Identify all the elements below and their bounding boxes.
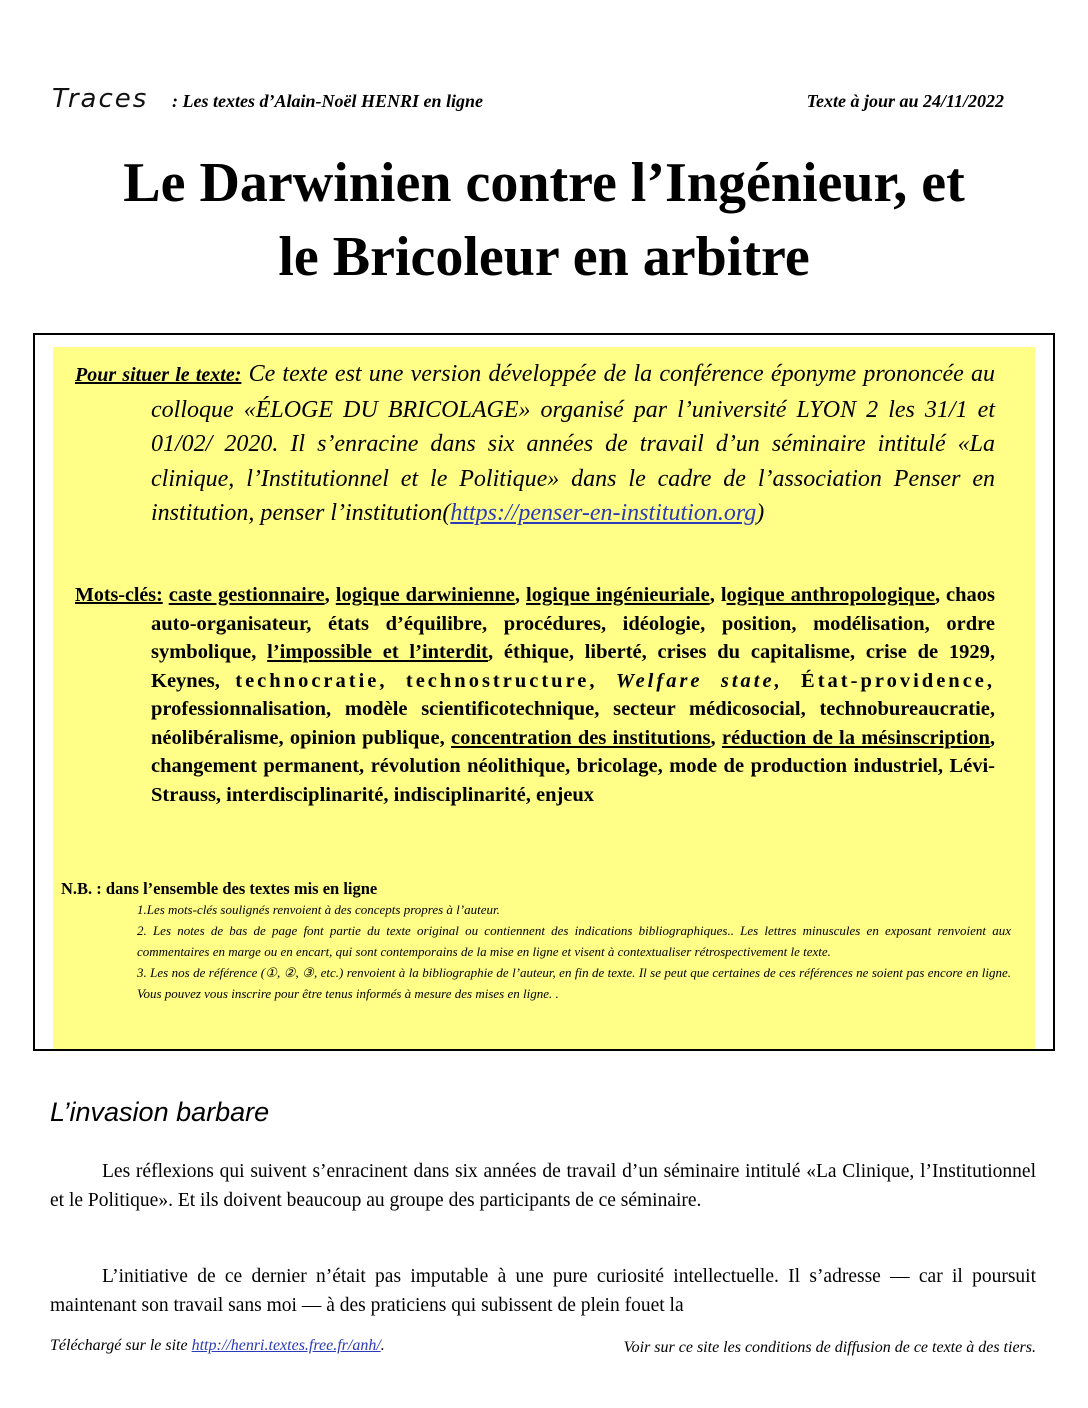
- keywords-text-4: professionnalisation, modèle scientificotechnique, secteur médicosocial, technobureaucratie, néolibéralisme, opinion publique,: [151, 698, 995, 749]
- situer-link[interactable]: https://penser-en-institution.org: [450, 500, 757, 526]
- keywords-welfare-state: Welfare state,: [615, 669, 783, 692]
- title-line-2: le Bricoleur en arbitre: [278, 226, 810, 288]
- nb-note-2: 2. Les notes de bas de page font partie du texte original ou contiennent des indications bibliographiques.. Les lettres minuscules en exposant renvoient aux commentaires en marge ou en encart, qui sont contemporains de la mise en ligne et visent à contextualiser rétrospectivement le texte.: [137, 923, 1011, 959]
- keywords-text-5: , changement permanent, révolution néolithique, bricolage, mode de production industriel, Lévi-Strauss, interdisciplinarité, indisciplinarité, enjeux: [151, 726, 996, 806]
- keywords-text-3: technocratie, technostructure,: [235, 669, 616, 692]
- situer-paragraph: [75, 357, 995, 531]
- nb-section: [61, 879, 1011, 1004]
- body-paragraph-2: L’initiative de ce dernier n’était pas imputable à une pure curiosité intellectuelle. Il s’adresse — car il poursuit maintenant son travail sans moi — à des praticiens qui subissent de plein fouet la: [50, 1266, 1036, 1316]
- nb-note-3: 3. Les nos de référence (①, ②, ③, etc.) renvoient à la bibliographie de l’auteur, en fin de texte. Il se peut que certaines de ces références ne soient pas encore en ligne. Vous pouvez vous inscrire pour être tenus informés à mesure des mises en ligne. .: [137, 965, 1011, 1001]
- keyword-impossible-interdit: l’impossible et l’interdit: [267, 641, 488, 663]
- section-title: L’invasion barbare: [50, 1097, 270, 1127]
- situer-close: ): [756, 500, 765, 526]
- body-paragraph-1: Les réflexions qui suivent s’enracinent dans six années de travail d’un séminaire intitulé «La Clinique, l’Institutionnel et le Politique». Et ils doivent beaucoup au groupe des participants de ce séminaire.: [50, 1161, 1036, 1211]
- brand-logo: Traces: [52, 84, 149, 114]
- keywords-text-2: , éthique, liberté, crises du capitalisme, crise de 1929, Keynes,: [151, 641, 995, 692]
- situer-text: Ce texte est une version développée de la conférence éponyme prononcée au colloque «ÉLOGE DU BRICOLAGE» organisé par l’université LYON 2 les 31/1 et 01/02/ 2020. Il s’enracine dans six années de travail d’un séminaire intitulé «La clinique, l’Institutionnel et le Politique» dans le cadre de l’association Penser en institution, penser l’institution(: [151, 361, 996, 526]
- context-box: [33, 333, 1055, 1051]
- title-line-1: Le Darwinien contre l’Ingénieur, et: [123, 152, 965, 214]
- nb-notes: [137, 899, 1011, 1004]
- footer-conditions-note: Voir sur ce site les conditions de diffusion de ce texte à des tiers.: [623, 1339, 1036, 1356]
- keyword-separator: ,: [710, 726, 722, 749]
- footer-suffix: .: [380, 1337, 385, 1354]
- situer-label: Pour situer le texte:: [75, 364, 242, 386]
- keyword-reduction-mesinscription: réduction de la mésinscription: [721, 726, 990, 749]
- keyword-concentration-institutions: concentration des institutions: [450, 726, 711, 749]
- footer-prefix: Téléchargé sur le site: [50, 1337, 192, 1354]
- keyword-separator: ,: [514, 584, 527, 606]
- keywords-label: Mots-clés:: [75, 584, 163, 606]
- keyword-logique-ingenieuriale: logique ingénieuriale: [526, 584, 710, 606]
- keyword-letter: l: [720, 584, 727, 606]
- keyword-separator: ,: [324, 584, 336, 606]
- keywords-paragraph: [75, 581, 995, 809]
- nb-heading: N.B. : dans l’ensemble des textes mis en ligne: [61, 879, 378, 898]
- document-title: [30, 146, 1058, 294]
- nb-note-1: 1.Les mots-clés soulignés renvoient à des concepts propres à l’auteur.: [137, 902, 500, 917]
- header-subtitle: : Les textes d’Alain-Noël HENRI en ligne: [172, 91, 483, 111]
- keyword-caste-gestionnaire: caste gestionnaire: [168, 584, 325, 606]
- header-date: Texte à jour au 24/11/2022: [806, 91, 1004, 111]
- page-header: [50, 84, 1010, 116]
- keywords-etat-providence: État-providence,: [782, 669, 996, 692]
- keyword-logique-darwinienne: logique darwinienne: [335, 584, 515, 606]
- keyword-logique-anthropologique: ogique anthropologique: [726, 584, 935, 606]
- footer-site-link[interactable]: http://henri.textes.free.fr/anh/: [191, 1337, 381, 1354]
- keywords-text-1: , chaos auto-organisateur, états d’équilibre, procédures, idéologie, position, modélisation, ordre symbolique,: [151, 584, 996, 663]
- footer-download-note: [50, 1337, 385, 1355]
- keyword-separator: ,: [709, 584, 721, 606]
